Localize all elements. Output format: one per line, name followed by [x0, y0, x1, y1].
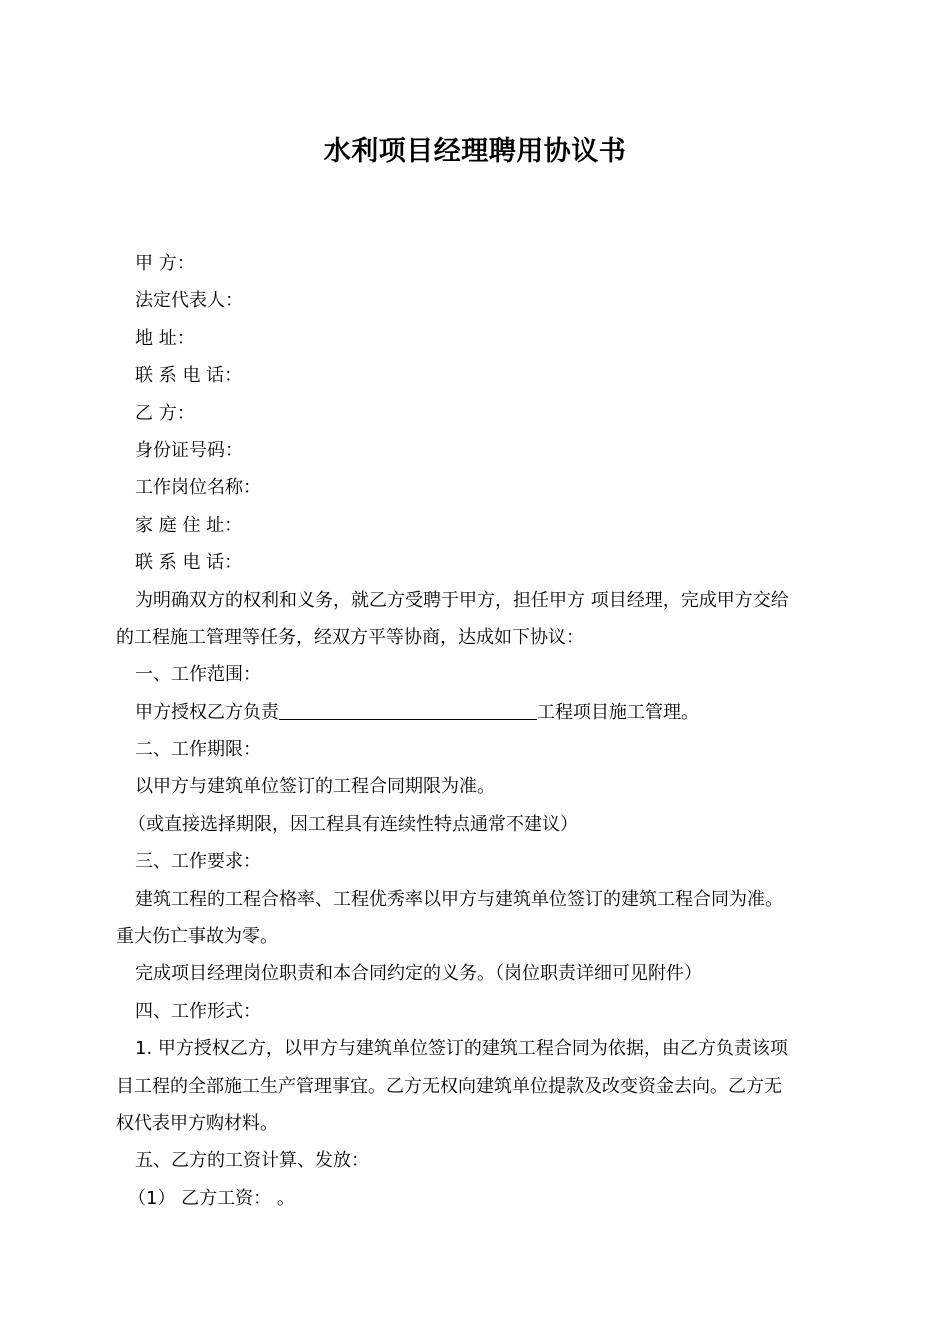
document-body: [116, 245, 836, 1217]
section-1-text: [116, 694, 836, 731]
section-1-text-after: 工程项目施工管理。: [537, 701, 699, 723]
section-4-heading: 四、工作形式：: [135, 1000, 261, 1022]
home-address-label: 家 庭 住 址：: [135, 514, 243, 536]
fill-in-blank-line: [279, 701, 537, 720]
section-5-item-1: （1） 乙方工资： 。: [128, 1187, 295, 1209]
job-title-label: 工作岗位名称：: [135, 477, 261, 499]
section-2-note: （或直接选择期限，因工程具有连续性特点通常不建议）: [128, 813, 578, 835]
section-4-line-2: 目工程的全部施工生产管理事宜。乙方无权向建筑单位提款及改变资金去向。乙方无: [116, 1075, 782, 1097]
section-3-line-3: 完成项目经理岗位职责和本合同约定的义务。（岗位职责详细可见附件）: [135, 963, 702, 985]
section-4-line-3: 权代表甲方购材料。: [116, 1112, 278, 1134]
document-title: 水利项目经理聘用协议书: [323, 136, 627, 167]
section-5-heading: 五、乙方的工资计算、发放：: [135, 1150, 369, 1172]
address-label: 地 址：: [135, 327, 195, 349]
section-3-line-1: 建筑工程的工程合格率、工程优秀率以甲方与建筑单位签订的建筑工程合同为准。: [135, 888, 783, 910]
section-2-text: 以甲方与建筑单位签订的工程合同期限为准。: [135, 776, 495, 798]
intro-paragraph-line-2: 的工程施工管理等任务，经双方平等协商，达成如下协议：: [116, 626, 584, 648]
phone-b-label: 联 系 电 话：: [135, 552, 243, 574]
section-1-heading: 一、工作范围：: [135, 664, 261, 686]
legal-rep-label: 法定代表人：: [135, 290, 243, 312]
section-3-line-2: 重大伤亡事故为零。: [116, 926, 278, 948]
party-b-label: 乙 方：: [135, 402, 195, 424]
section-1-text-before: 甲方授权乙方负责: [135, 701, 279, 723]
section-3-heading: 三、工作要求：: [135, 851, 261, 873]
phone-a-label: 联 系 电 话：: [135, 365, 243, 387]
party-a-label: 甲 方：: [135, 253, 195, 274]
id-number-label: 身份证号码：: [135, 439, 243, 461]
section-2-heading: 二、工作期限：: [135, 739, 261, 761]
intro-paragraph-line-1: 为明确双方的权利和义务，就乙方受聘于甲方，担任甲方 项目经理，完成甲方交给: [135, 589, 789, 611]
section-4-line-1: 1. 甲方授权乙方，以甲方与建筑单位签订的建筑工程合同为依据，由乙方负责该项: [135, 1038, 788, 1060]
